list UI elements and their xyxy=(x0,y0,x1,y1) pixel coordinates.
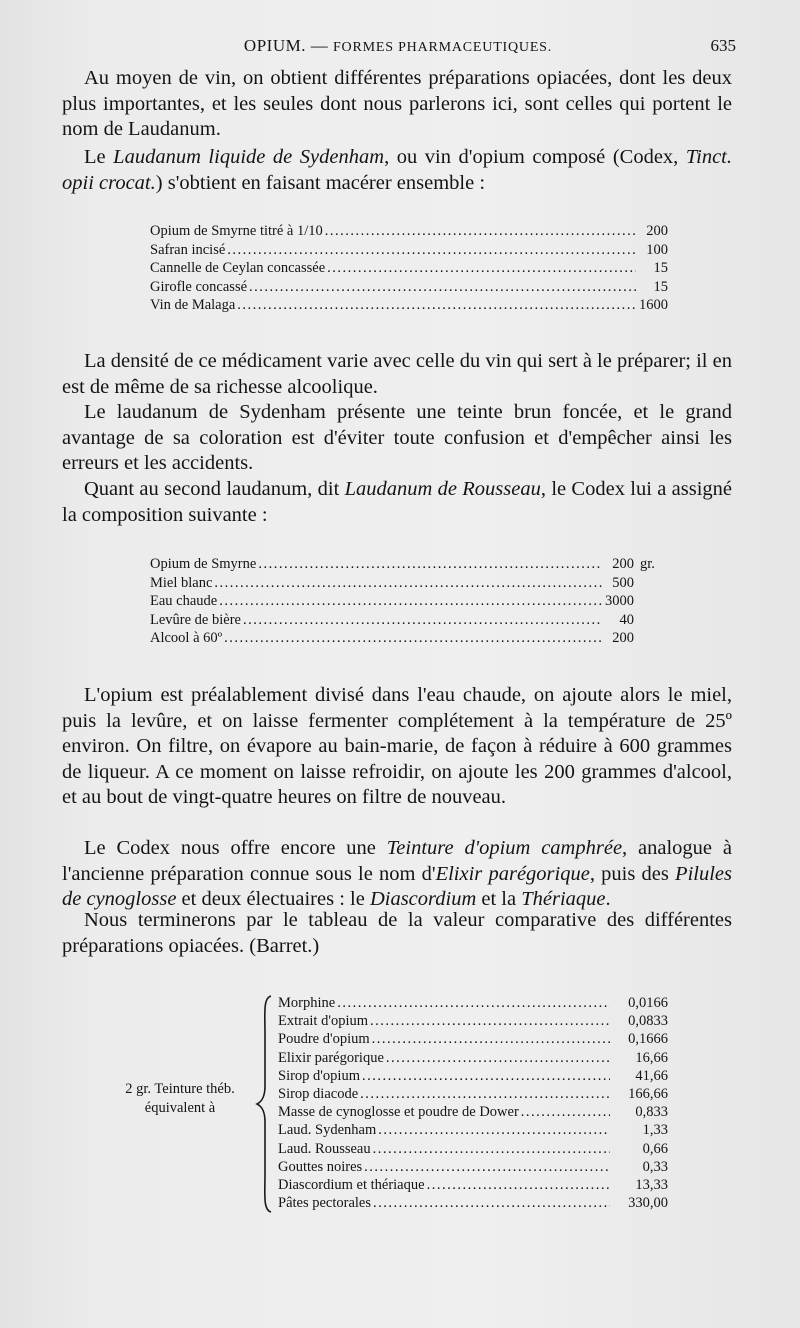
paragraph-preparation-text: L'opium est préalablement divisé dans l'eau chaude, on ajoute alors le miel, puis la levûre, et on laisse fermenter complétement à la température de 25º environ. On filtre, on évapore au bain-marie, de façon à réduire à 600 grammes de liqueur. A ce moment on laisse refroidir, on ajoute les 200 grammes d'alcool, et au bout de vingt-quatre heures on filtre de nouveau. xyxy=(62,684,732,808)
row-value: 41,66 xyxy=(635,1067,668,1084)
row-label: Morphine xyxy=(278,995,336,1011)
header-title-main: OPIUM. xyxy=(243,36,306,55)
italic-term: Laudanum liquide de Sydenham xyxy=(113,146,385,168)
dot-leader xyxy=(372,1030,610,1048)
table-row xyxy=(278,1176,668,1194)
row-label: Pâtes pectorales xyxy=(278,1195,372,1212)
paragraph-density-text: La densité de ce médicament varie avec celle du vin qui sert à le préparer; il en est de même de sa richesse alcoolique. xyxy=(62,350,732,398)
row-label: Eau chaude xyxy=(150,593,218,609)
paragraph-preparation xyxy=(62,683,732,811)
row-value: 0,0166 xyxy=(628,995,668,1011)
table-row xyxy=(278,1121,668,1139)
row-label: Opium de Smyrne titré à 1/10 xyxy=(150,223,323,239)
dot-leader xyxy=(214,574,602,593)
row-value: 13,33 xyxy=(635,1177,668,1194)
row-label: Opium de Smyrne xyxy=(150,556,257,572)
table-row xyxy=(150,259,668,278)
table-row xyxy=(278,1067,668,1085)
dot-leader xyxy=(337,994,610,1012)
row-value: 0,33 xyxy=(642,1158,668,1175)
comparison-reference xyxy=(100,1080,260,1117)
text: Le xyxy=(84,146,114,168)
italic-term: Laudanum de Rousseau xyxy=(344,478,541,500)
row-value: 40 xyxy=(619,611,634,628)
text: et la xyxy=(476,888,522,910)
header-title-sub: FORMES PHARMACEUTIQUES. xyxy=(332,40,553,55)
table-row xyxy=(150,611,668,630)
row-label: Poudre d'opium xyxy=(278,1031,370,1048)
table-row xyxy=(278,1103,668,1121)
row-label: Cannelle de Ceylan concassée xyxy=(150,260,326,276)
text: et deux électuaires : le xyxy=(176,888,370,910)
text: Le Codex nous offre encore une xyxy=(84,837,387,859)
paragraph-coloration xyxy=(62,400,732,477)
dot-leader xyxy=(227,241,636,260)
row-label: Gouttes noires xyxy=(278,1158,363,1175)
dot-leader xyxy=(224,629,602,648)
comparison-table xyxy=(278,994,668,1212)
row-unit: gr. xyxy=(640,556,655,572)
dot-leader xyxy=(243,611,602,630)
row-value: 15 xyxy=(653,260,668,276)
row-value: 0,1666 xyxy=(628,1031,668,1048)
italic-term: Teinture d'opium camphrée xyxy=(386,837,623,859)
table-row xyxy=(150,574,668,593)
comparison-reference-line2: équivalent à xyxy=(144,1099,216,1116)
row-value: 16,66 xyxy=(635,1049,668,1066)
paragraph-sydenham xyxy=(62,145,732,196)
text: , puis des xyxy=(589,862,676,885)
curly-brace-icon xyxy=(255,994,277,1214)
row-value: 15 xyxy=(653,278,668,295)
row-label: Miel blanc xyxy=(150,574,213,591)
row-label: Levûre de bière xyxy=(150,611,241,628)
italic-term: Diascordium xyxy=(369,888,477,910)
dot-leader xyxy=(521,1103,610,1121)
table-row xyxy=(150,592,668,611)
italic-term: Elixir parégorique xyxy=(435,862,590,885)
table-row xyxy=(278,1194,668,1212)
row-label: Extrait d'opium xyxy=(278,1013,369,1030)
row-value: 0,66 xyxy=(642,1140,668,1157)
table-row xyxy=(150,222,668,241)
table-row xyxy=(278,1085,668,1103)
dot-leader xyxy=(249,278,636,297)
dot-leader xyxy=(373,1140,610,1158)
table-row xyxy=(278,994,668,1012)
row-value: 1600 xyxy=(639,297,668,313)
dot-leader xyxy=(362,1067,610,1085)
dot-leader xyxy=(378,1121,610,1139)
dot-leader xyxy=(386,1049,610,1067)
row-label: Sirop diacode xyxy=(278,1086,359,1103)
text: Quant au second laudanum, dit xyxy=(84,478,345,500)
italic-term: Pilules de cynoglosse xyxy=(62,862,732,910)
paragraph-intro xyxy=(62,66,732,143)
text: , le Codex lui a assigné la composition suivante : xyxy=(62,478,733,526)
row-label: Alcool à 60º xyxy=(150,630,223,646)
row-value: 0,833 xyxy=(635,1104,668,1121)
dot-leader xyxy=(327,259,636,278)
table-row xyxy=(278,1140,668,1158)
text: , analogue à l'ancienne préparation connue sous le nom d' xyxy=(62,837,732,885)
paragraph-rousseau xyxy=(62,477,732,528)
paragraph-codex xyxy=(62,836,732,913)
paragraph-density xyxy=(62,349,732,400)
row-label: Laud. Rousseau xyxy=(278,1140,371,1157)
table-row xyxy=(150,296,668,315)
paragraph-coloration-text: Le laudanum de Sydenham présente une teinte brun foncée, et le grand avantage de sa coloration est d'éviter toute confusion et d'empêcher ainsi les erreurs et les accidents. xyxy=(62,401,732,474)
dot-leader xyxy=(237,296,636,315)
dot-leader xyxy=(258,555,602,574)
row-value: 166,66 xyxy=(628,1086,668,1103)
row-label: Masse de cynoglosse et poudre de Dower xyxy=(278,1104,519,1121)
table-row xyxy=(150,555,668,574)
paragraph-intro-text: Au moyen de vin, on obtient différentes préparations opiacées, dont les deux plus importantes, et les seules dont nous parlerons ici, sont celles qui portent le nom de Laudanum. xyxy=(62,67,732,140)
table-row xyxy=(278,1030,668,1048)
row-label: Safran incisé xyxy=(150,241,226,258)
table-row xyxy=(278,1049,668,1067)
table-row xyxy=(278,1012,668,1030)
row-value: 0,0833 xyxy=(628,1013,668,1030)
row-value: 500 xyxy=(612,574,634,591)
header-title-dash: — xyxy=(310,36,329,55)
table-row xyxy=(150,278,668,297)
header-title xyxy=(60,36,736,56)
row-label: Laud. Sydenham xyxy=(278,1122,377,1139)
dot-leader xyxy=(219,592,602,611)
page-number: 635 xyxy=(710,36,736,55)
table-row xyxy=(150,629,668,648)
row-value: 1,33 xyxy=(642,1122,668,1139)
dot-leader xyxy=(370,1012,610,1030)
row-value: 3000 xyxy=(605,593,634,609)
comparison-reference-line1: 2 gr. Teinture théb. xyxy=(125,1081,235,1097)
row-label: Diascordium et thériaque xyxy=(278,1177,425,1194)
italic-term: Tinct. opii crocat. xyxy=(62,146,732,194)
dot-leader xyxy=(427,1176,610,1194)
paragraph-conclusion-text: Nous terminerons par le tableau de la valeur comparative des différentes préparations opiacées. (Barret.) xyxy=(62,909,732,957)
dot-leader xyxy=(373,1194,610,1212)
dot-leader xyxy=(364,1158,610,1176)
row-label: Sirop d'opium xyxy=(278,1067,360,1084)
row-label: Girofle concassé xyxy=(150,278,248,295)
rousseau-recipe-table xyxy=(150,555,668,648)
row-value: 200 xyxy=(612,630,634,646)
row-value: 100 xyxy=(646,241,668,258)
paragraph-conclusion xyxy=(62,908,732,959)
text: . xyxy=(605,888,611,910)
row-value: 200 xyxy=(612,556,634,572)
dot-leader xyxy=(325,222,636,241)
row-label: Elixir parégorique xyxy=(278,1049,384,1066)
text: ) s'obtient en faisant macérer ensemble : xyxy=(155,171,486,194)
text: , ou vin d'opium composé (Codex, xyxy=(384,146,686,168)
row-value: 330,00 xyxy=(628,1195,668,1212)
running-header xyxy=(60,36,736,60)
sydenham-recipe-table xyxy=(150,222,668,315)
dot-leader xyxy=(360,1085,610,1103)
row-value: 200 xyxy=(646,223,668,239)
italic-term: Thériaque xyxy=(521,888,606,910)
row-label: Vin de Malaga xyxy=(150,297,236,313)
table-row xyxy=(278,1158,668,1176)
table-row xyxy=(150,241,668,260)
